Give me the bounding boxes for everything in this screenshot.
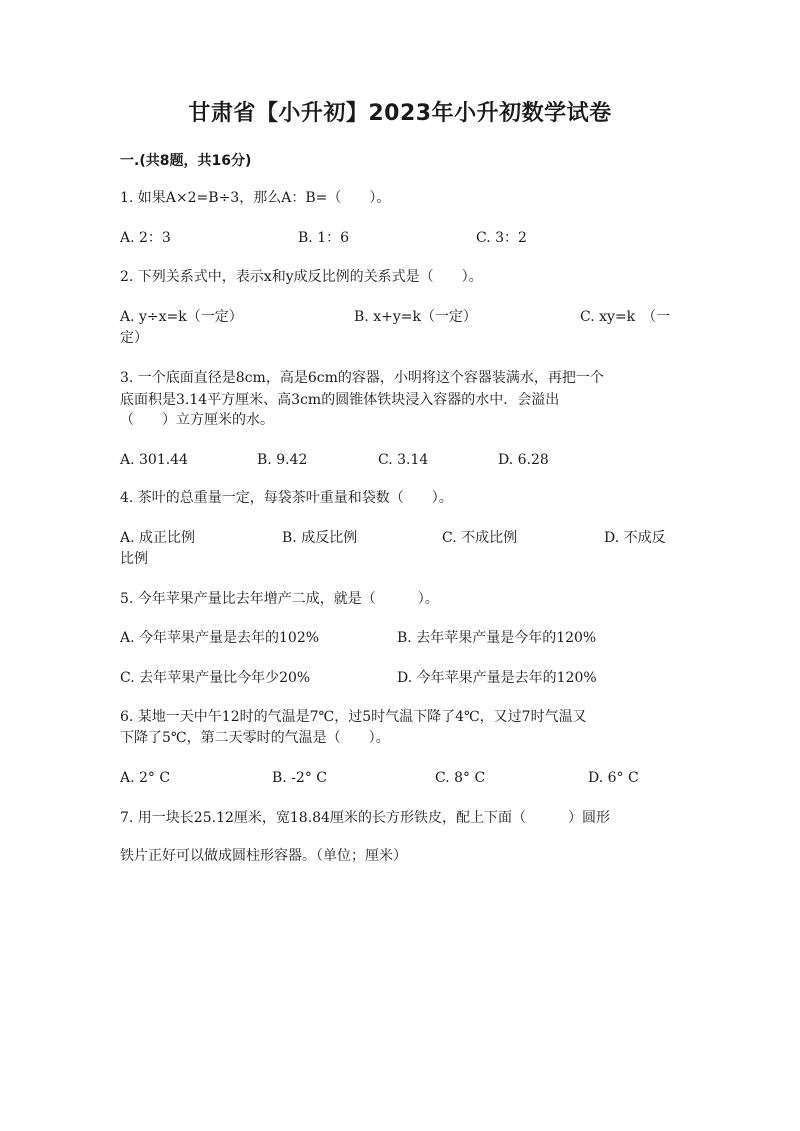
question-7-text-line-1: 7. 用一块长25.12厘米，宽18.84厘米的长方形铁皮，配上下面（ ）圆形	[120, 810, 610, 826]
question-4-option-a: A. 成正比例	[120, 530, 196, 546]
question-1-option-a: A. 2：3	[120, 230, 171, 246]
exam-title: 甘肃省【小升初】2023年小升初数学试卷	[188, 101, 612, 126]
question-1-option-b: B. 1：6	[298, 230, 350, 246]
question-5-option-c: C. 去年苹果产量比今年少20%	[120, 670, 311, 686]
question-5-option-a: A. 今年苹果产量是去年的102%	[120, 630, 320, 646]
question-4-option-b: B. 成反比例	[282, 530, 358, 546]
question-4-text: 4. 茶叶的总重量一定，每袋茶叶重量和袋数（ ）。	[120, 490, 453, 506]
question-2-option-b: B. x+y=k（一定）	[354, 309, 477, 325]
question-5-text: 5. 今年苹果产量比去年增产二成，就是（ ）。	[120, 591, 439, 607]
question-3-text-line-3: （ ）立方厘米的水。	[120, 412, 274, 428]
question-1-option-c: C. 3：2	[476, 230, 527, 246]
question-6-option-a: A. 2° C	[120, 770, 171, 786]
question-2-option-a: A. y÷x=k（一定）	[120, 309, 243, 325]
question-6-text-line-1: 6. 某地一天中午12时的气温是7℃，过5时气温下降了4℃，又过7时气温又	[120, 709, 587, 725]
question-4-option-d: D. 不成反	[604, 530, 666, 546]
question-6-text-line-2: 下降了5℃，第二天零时的气温是（ ）。	[120, 730, 390, 746]
question-6-option-b: B. -2° C	[272, 770, 327, 786]
question-2-option-c-wrap: 定）	[120, 330, 148, 346]
question-3-option-d: D. 6.28	[498, 452, 549, 468]
question-3-option-a: A. 301.44	[120, 452, 188, 468]
question-3-text-line-1: 3. 一个底面直径是8cm，高是6cm的容器，小明将这个容器装满水，再把一个	[120, 370, 604, 386]
section-heading: 一.(共8题，共16分)	[120, 153, 252, 169]
question-3-text-line-2: 底面积是3.14平方厘米、高3cm的圆锥体铁块浸入容器的水中．会溢出	[120, 392, 560, 408]
question-2-text: 2. 下列关系式中，表示x和y成反比例的关系式是（ ）。	[120, 269, 483, 285]
question-5-option-b: B. 去年苹果产量是今年的120%	[397, 630, 597, 646]
question-2-option-c: C. xy=k （一	[580, 309, 671, 325]
question-7-text-line-2: 铁片正好可以做成圆柱形容器。（单位；厘米）	[120, 848, 407, 864]
question-3-option-b: B. 9.42	[257, 452, 308, 468]
question-5-option-d: D. 今年苹果产量是去年的120%	[397, 670, 597, 686]
question-4-option-c: C. 不成比例	[442, 530, 518, 546]
question-1-text: 1. 如果A×2=B÷3，那么A：B=（ ）。	[120, 190, 391, 206]
question-3-option-c: C. 3.14	[378, 452, 429, 468]
question-6-option-c: C. 8° C	[435, 770, 486, 786]
question-6-option-d: D. 6° C	[588, 770, 639, 786]
question-4-option-d-wrap: 比例	[120, 551, 148, 567]
